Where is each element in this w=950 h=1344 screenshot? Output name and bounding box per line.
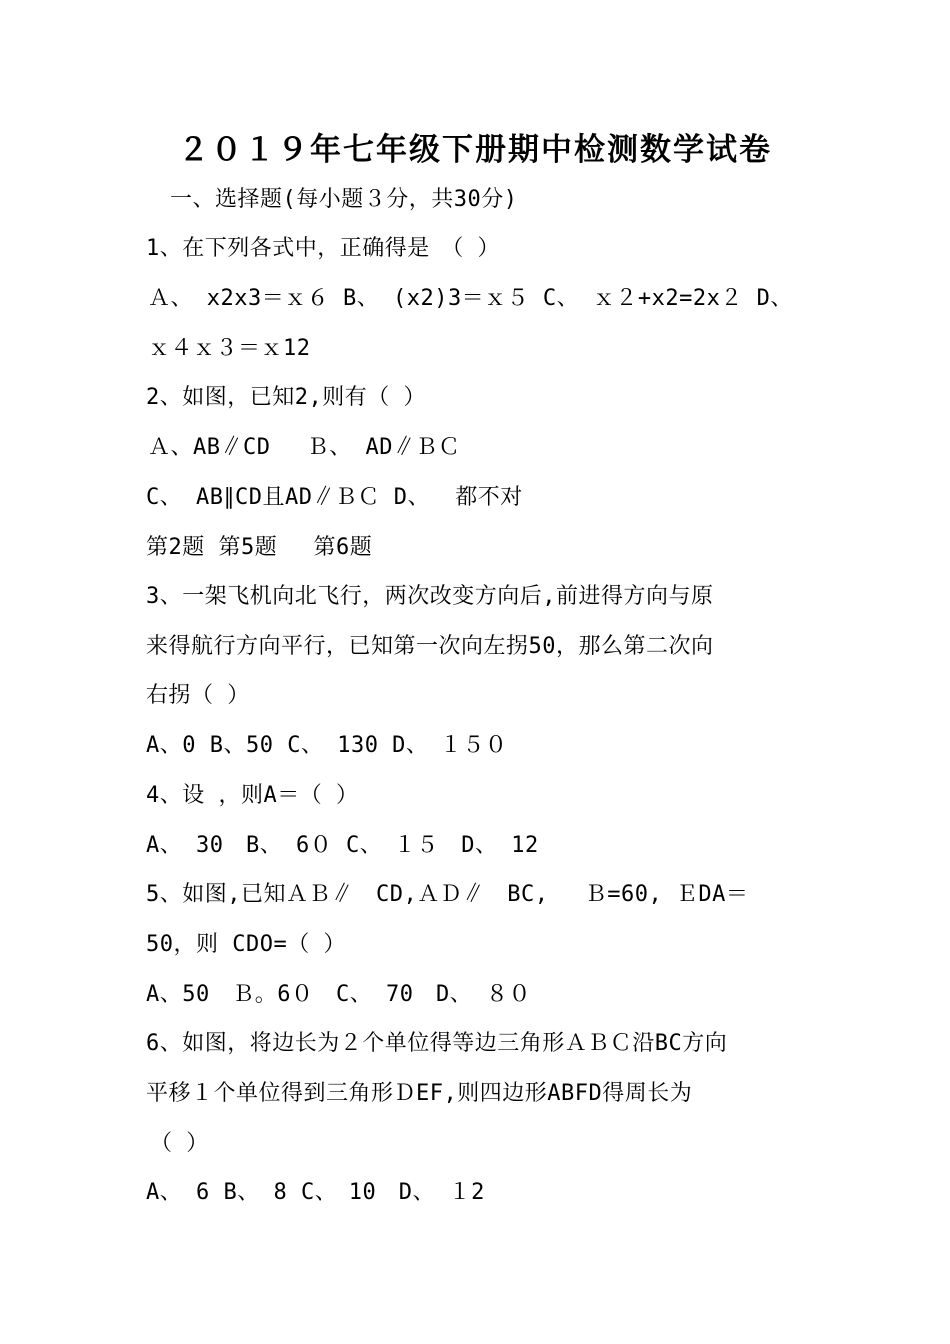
question-6-options: A、 6 B、 8 C、 10 D、 １2 — [146, 1180, 485, 1205]
question-3-options: A、0 B、50 C、 130 D、 １５０ — [146, 733, 508, 758]
question-3-line-1: 3、一架飞机向北飞行，两次改变方向后,前进得方向与原 — [146, 584, 714, 609]
question-1-options-line-2: ｘ４ｘ３＝ｘ12 — [148, 336, 311, 361]
question-2-options-line-1: Ａ、AB∥CD Ｂ、 AD∥ＢＣ — [148, 435, 461, 460]
question-5-options: A、50 Ｂ。6０ C、 70 D、 ８０ — [146, 982, 531, 1007]
question-1-options-line-1: Ａ、 x2x3＝ｘ６ B、 (x2)3＝ｘ５ C、 ｘ２+x2=2x２ D、 — [148, 286, 793, 311]
figure-captions: 第2题 第5题 第6题 — [146, 535, 373, 560]
section-heading-choice: 一、选择题(每小题３分，共30分) — [170, 187, 518, 212]
question-6-line-3: （ ） — [150, 1131, 209, 1156]
question-5-line-2: 50，则 CDO=（ ） — [146, 932, 346, 957]
question-3-line-2: 来得航行方向平行，已知第一次向左拐50，那么第二次向 — [146, 634, 714, 659]
question-2: 2、如图，已知2,则有（ ） — [146, 385, 426, 410]
question-1: 1、在下列各式中，正确得是 （ ） — [146, 236, 500, 261]
question-6-line-2: 平移１个单位得到三角形ＤEF,则四边形ABFD得周长为 — [146, 1081, 693, 1106]
document-title: ２０１９年七年级下册期中检测数学试卷 — [178, 132, 772, 168]
question-2-options-line-2: C、 AB∥CD且AD∥ＢＣ D、 都不对 — [146, 485, 523, 510]
question-4-options: A、 30 B、 6０ C、 １５ D、 12 — [146, 833, 539, 858]
question-5-line-1: 5、如图,已知ＡＢ∥ CD,ＡＤ∥ BC, Ｂ=60, ＥDA＝ — [146, 882, 749, 907]
question-6-line-1: 6、如图，将边长为２个单位得等边三角形ＡＢＣ沿BC方向 — [146, 1031, 728, 1056]
question-3-line-3: 右拐（ ） — [146, 683, 250, 708]
question-4: 4、设 ，则A＝（ ） — [146, 783, 359, 808]
